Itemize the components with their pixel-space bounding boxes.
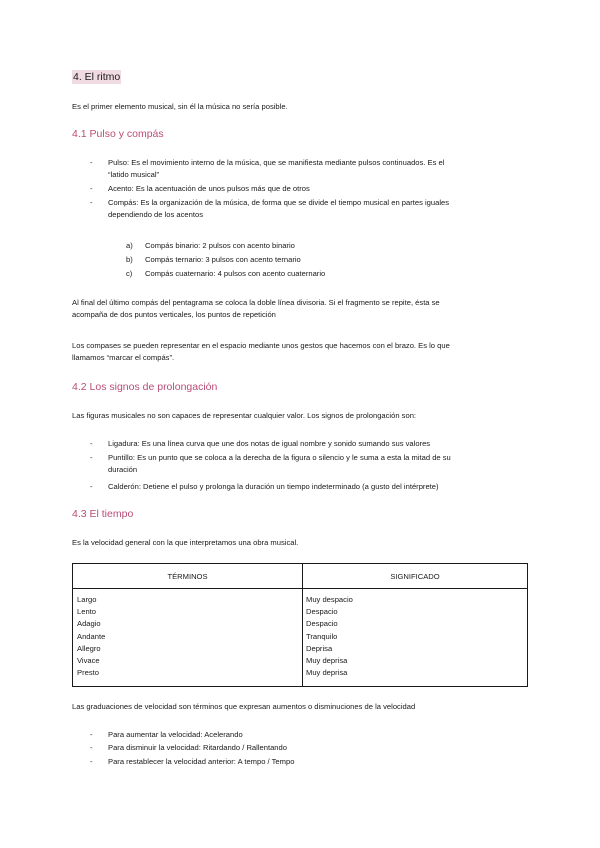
list-item-compas: Compás: Es la organización de la música, de forma que se divide el tiempo musical en partes iguales dependiendo de los acentos [108,198,450,219]
list-bullet: - [90,743,93,752]
subsection-title-tiempo: 4.3 El tiempo [72,508,134,520]
list-item-puntillo: Puntillo: Es un punto que se coloca a la derecha de la figura o silencio y le suma a esta la mitad de su duración [108,453,451,474]
table-cell: Adagio [77,619,101,629]
list-bullet: - [90,453,93,462]
table-cell: Muy deprisa [306,668,348,678]
table-cell: Andante [77,631,106,641]
sub-list-letter: c) [126,269,133,278]
list-item-disminuir: Para disminuir la velocidad: Ritardando / Rallentando [108,743,287,752]
list-item-restablecer: Para restablecer la velocidad anterior: A tempo / Tempo [108,757,295,766]
list-item-pulso: Pulso: Es el movimiento interno de la música, que se manifiesta mediante pulsos continuados. Es el “latido musical” [108,158,445,179]
list-item-aumentar: Para aumentar la velocidad: Acelerando [108,730,243,739]
tempo-table [72,563,528,687]
list-bullet: - [90,757,93,766]
paragraph-signos-intro: Las figuras musicales no son capaces de representar cualquier valor. Los signos de prolongación son: [72,411,417,420]
table-cell: Allegro [77,643,101,653]
subsection-title-signos: 4.2 Los signos de prolongación [72,381,218,393]
table-divider [302,564,303,686]
paragraph-marcar-compas: Los compases se pueden representar en el espacio mediante unos gestos que hacemos con el brazo. Es lo que llamamos “marcar el compás”. [72,341,450,362]
list-bullet: - [90,482,93,491]
list-item-acento: Acento: Es la acentuación de unos pulsos más que de otros [108,184,310,193]
paragraph-graduaciones: Las graduaciones de velocidad son términos que expresan aumentos o disminuciones de la velocidad [72,702,416,711]
table-cell: Deprisa [306,643,333,653]
table-header-significado: SIGNIFICADO [390,572,440,581]
intro-paragraph: Es el primer elemento musical, sin él la música no sería posible. [72,102,288,111]
table-divider [73,588,527,589]
sub-list-letter: b) [126,255,133,264]
sub-list-letter: a) [126,241,133,250]
table-cell: Muy deprisa [306,656,348,666]
table-cell: Largo [77,595,97,604]
table-cell: Muy despacio [306,595,353,604]
sub-list-item: Compás binario: 2 pulsos con acento binario [145,241,295,250]
subsection-title-pulso: 4.1 Pulso y compás [72,128,164,140]
table-cell: Despacio [306,619,338,629]
table-cell: Presto [77,668,99,678]
sub-list-item: Compás ternario: 3 pulsos con acento ternario [145,255,301,264]
list-item-calderon: Calderón: Detiene el pulso y prolonga la duración un tiempo indeterminado (a gusto del intérprete) [108,482,439,491]
table-column-significado [306,594,353,679]
table-cell: Lento [77,607,97,617]
paragraph-doble-linea: Al final del último compás del pentagrama se coloca la doble línea divisoria. Si el fragmento se repite, ésta se acompaña de dos puntos verticales, los puntos de repetición [72,298,440,319]
list-bullet: - [90,158,93,167]
table-cell: Tranquilo [306,631,338,641]
table-cell: Despacio [306,607,338,617]
table-header-terminos: TÉRMINOS [167,572,208,581]
list-item-ligadura: Ligadura: Es una línea curva que une dos notas de igual nombre y sonido sumando sus valores [108,439,431,448]
table-column-terminos [77,594,105,679]
list-bullet: - [90,730,93,739]
paragraph-tiempo-intro: Es la velocidad general con la que interpretamos una obra musical. [72,538,299,547]
list-bullet: - [90,184,93,193]
list-bullet: - [90,439,93,448]
sub-list-item: Compás cuaternario: 4 pulsos con acento cuaternario [145,269,326,278]
section-title: 4. El ritmo [73,71,121,83]
table-cell: Vivace [77,656,100,666]
list-bullet: - [90,198,93,207]
